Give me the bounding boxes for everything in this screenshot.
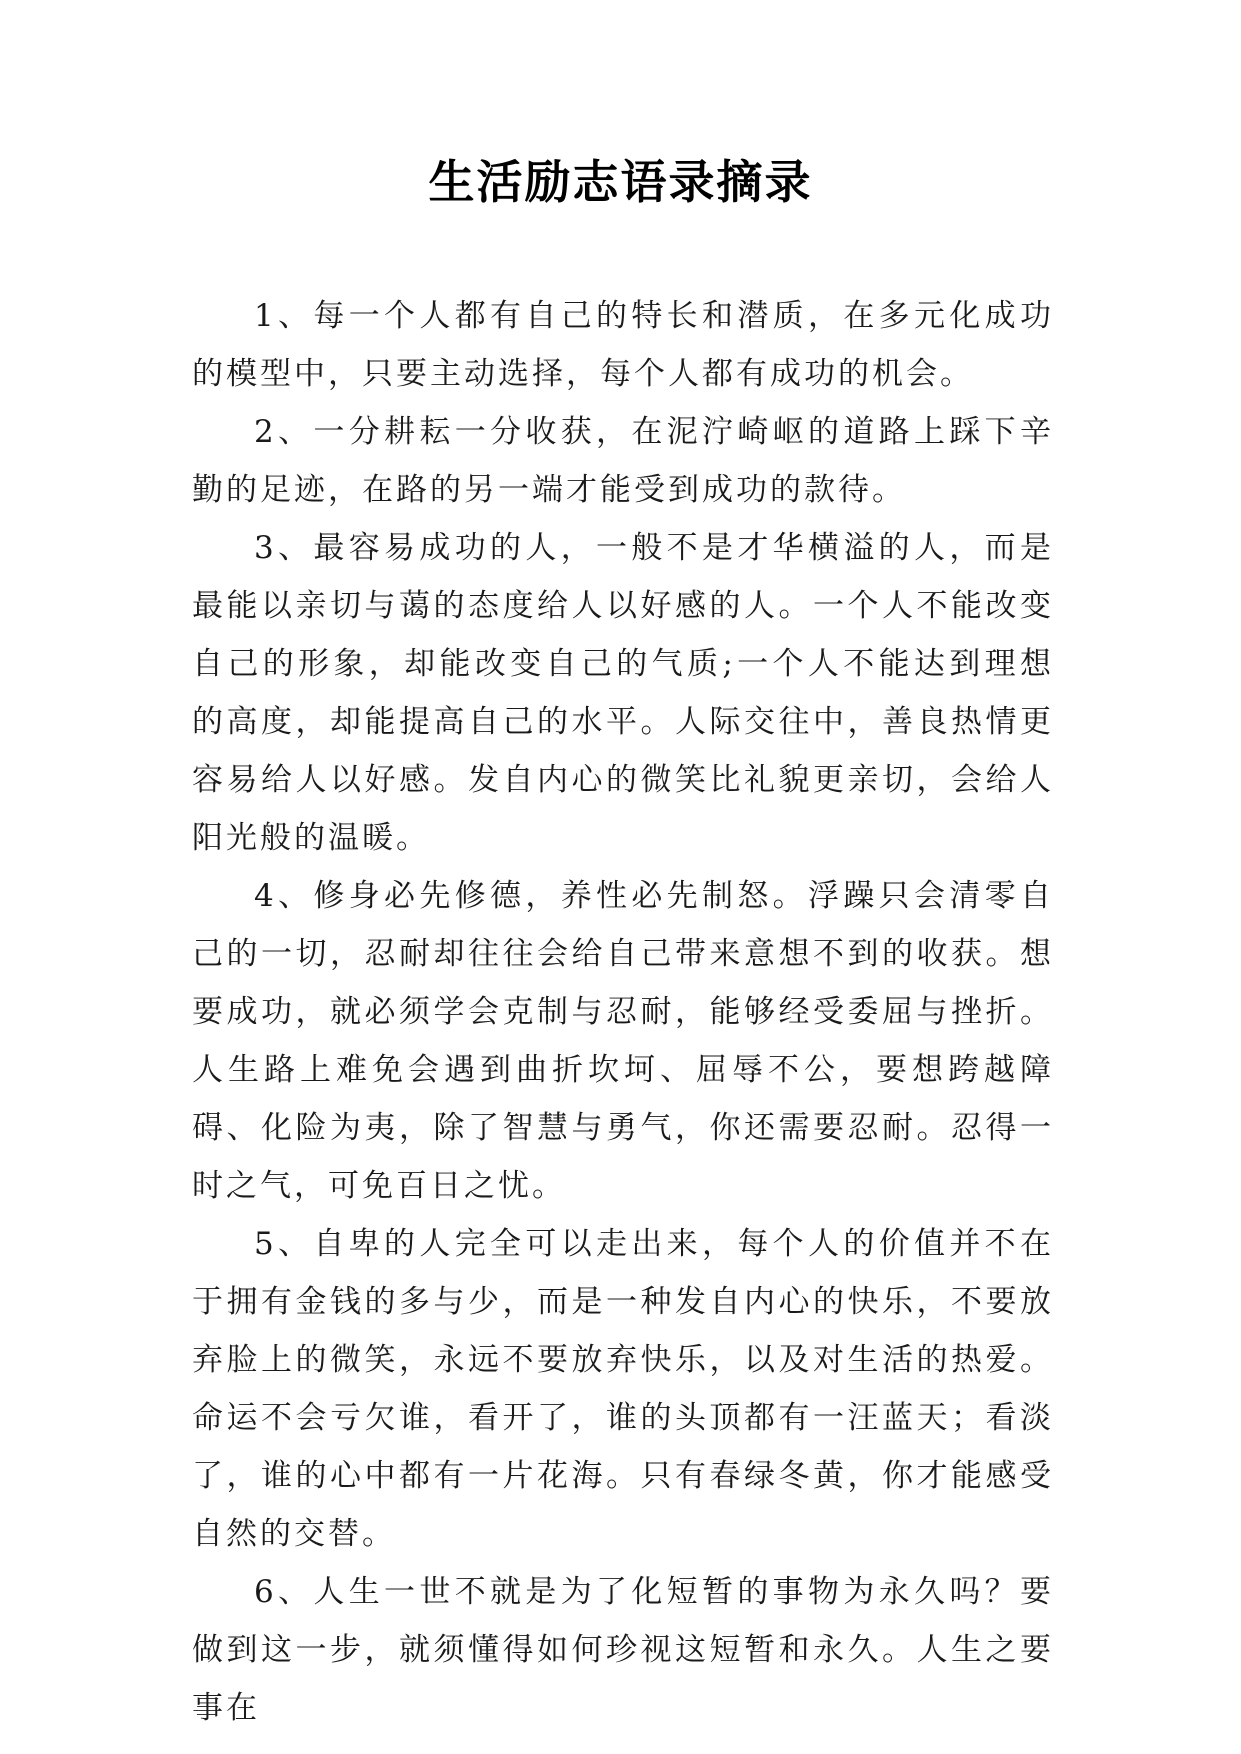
paragraph-2: 2、一分耕耘一分收获，在泥泞崎岖的道路上踩下辛勤的足迹，在路的另一端才能受到成功的款待。 — [192, 414, 1054, 508]
paragraph-4: 4、修身必先修德，养性必先制怒。浮躁只会清零自己的一切，忍耐却往往会给自己带来意想不到的收获。想要成功，就必须学会克制与忍耐，能够经受委屈与挫折。人生路上难免会遇到曲折坎坷、屈辱不公，要想跨越障碍、化险为夷，除了智慧与勇气，你还需要忍耐。忍得一时之气，可免百日之忧。 — [192, 878, 1054, 1204]
paragraph-1: 1、每一个人都有自己的特长和潜质，在多元化成功的模型中，只要主动选择，每个人都有成功的机会。 — [192, 298, 1054, 392]
paragraph-6: 6、人生一世不就是为了化短暂的事物为永久吗？要做到这一步，就须懂得如何珍视这短暂和永久。人生之要事在 — [192, 1574, 1054, 1726]
paragraph-5: 5、自卑的人完全可以走出来，每个人的价值并不在于拥有金钱的多与少，而是一种发自内心的快乐，不要放弃脸上的微笑，永远不要放弃快乐，以及对生活的热爱。命运不会亏欠谁，看开了，谁的头顶都有一汪蓝天；看淡了，谁的心中都有一片花海。只有春绿冬黄，你才能感受自然的交替。 — [192, 1226, 1054, 1552]
document-title: 生活励志语录摘录 — [428, 155, 813, 209]
paragraph-3: 3、最容易成功的人，一般不是才华横溢的人，而是最能以亲切与蔼的态度给人以好感的人。一个人不能改变自己的形象，却能改变自己的气质;一个人不能达到理想的高度，却能提高自己的水平。人际交往中，善良热情更容易给人以好感。发自内心的微笑比礼貌更亲切，会给人阳光般的温暖。 — [192, 530, 1054, 856]
document-body — [192, 287, 1054, 1737]
